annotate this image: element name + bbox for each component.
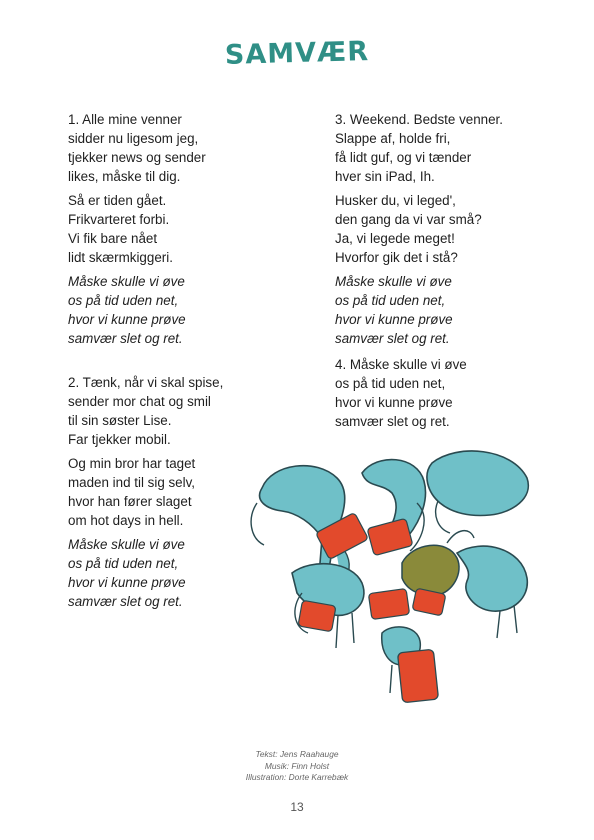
stanza [335,355,467,431]
stanza [68,191,206,267]
verse-line: Så er tiden gået. [68,193,167,208]
verse-1 [68,110,206,353]
verse-line: Vi fik bare nået [68,231,158,246]
refrain-line: os på tid uden net, [68,556,179,571]
verse-line: om hot days in hell. [68,513,184,528]
credit-illustration: Illustration: Dorte Karrebæk [245,772,349,782]
refrain-line: samvær slet og ret. [68,594,183,609]
verse-line: få lidt guf, og vi tænder [335,150,472,165]
tablet-screen [397,649,438,702]
verse-4 [335,355,467,436]
verse-line: sidder nu ligesom jeg, [68,131,199,146]
refrain-line: hvor vi kunne prøve [68,312,186,327]
verse-line: hvor vi kunne prøve [335,395,453,410]
refrain-line: os på tid uden net, [68,293,179,308]
verse-line: tjekker news og sender [68,150,206,165]
refrain-line: os på tid uden net, [335,293,446,308]
verse-line: lidt skærmkiggeri. [68,250,173,265]
refrain-line: Måske skulle vi øve [68,274,185,289]
verse-line: 1. Alle mine venner [68,112,182,127]
refrain-line: hvor vi kunne prøve [335,312,453,327]
verse-line: os på tid uden net, [335,376,446,391]
figure-right [457,546,527,638]
credit-music: Musik: Finn Holst [264,760,330,771]
verse-line: den gang da vi var små? [335,212,482,227]
verse-line: Husker du, vi leged', [335,193,456,208]
stanza [335,110,503,186]
verse-line: til sin søster Lise. [68,413,172,428]
refrain [335,272,503,348]
verse-line: Slappe af, holde fri, [335,131,451,146]
refrain [68,535,223,611]
verse-2 [68,373,223,616]
refrain-line: Måske skulle vi øve [68,537,185,552]
verse-line: 4. Måske skulle vi øve [335,357,467,372]
verse-line: maden ind til sig selv, [68,475,196,490]
stanza [68,373,223,449]
verse-line: sender mor chat og smil [68,394,211,409]
verse-line: Frikvarteret forbi. [68,212,170,227]
illustration-figures-with-tablets [242,443,534,711]
figure-top-right [427,451,528,533]
verse-line: samvær slet og ret. [335,414,450,429]
verse-line: 2. Tænk, når vi skal spise, [68,375,224,390]
credits [0,749,594,784]
verse-line: 3. Weekend. Bedste venner. [335,112,503,127]
credit-text: Tekst: Jens Raahauge [255,749,339,759]
tablet-screen [298,600,336,632]
stanza [68,454,223,530]
refrain-line: Måske skulle vi øve [335,274,452,289]
refrain-line: samvær slet og ret. [335,331,450,346]
page-number: 13 [290,800,304,814]
tablet-screen [367,518,413,555]
stanza [68,110,206,186]
verse-line: hver sin iPad, Ih. [335,169,435,184]
verse-line: likes, måske til dig. [68,169,181,184]
page-title: SAMVÆR [224,36,370,71]
verse-line: Hvorfor gik det i stå? [335,250,458,265]
refrain-line: hvor vi kunne prøve [68,575,186,590]
stanza [335,191,503,267]
verse-line: Far tjekker mobil. [68,432,171,447]
verse-line: Og min bror har taget [68,456,196,471]
refrain [68,272,206,348]
verse-line: Ja, vi legede meget! [335,231,455,246]
verse-line: hvor han fører slaget [68,494,192,509]
refrain-line: samvær slet og ret. [68,331,183,346]
tablet-screen [368,588,409,619]
verse-3 [335,110,503,353]
